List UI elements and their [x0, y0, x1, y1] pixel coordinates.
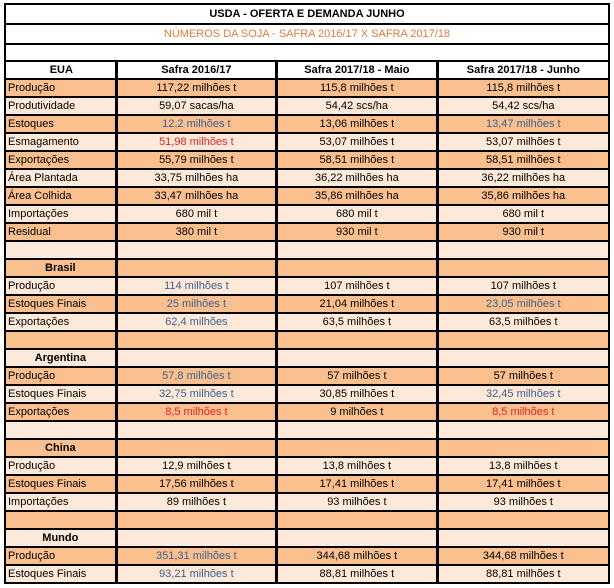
- value-cell: [278, 512, 435, 528]
- row-label: [6, 422, 115, 438]
- value-cell: 13,8 milhões t: [278, 458, 435, 474]
- value-cell: [118, 260, 275, 276]
- table-subtitle: NÚMEROS DA SOJA - SAFRA 2016/17 X SAFRA 2017/18: [6, 25, 608, 43]
- value-cell: 21,04 milhões t: [278, 296, 435, 312]
- row-label: [6, 332, 115, 348]
- value-cell: 32,75 milhões t: [118, 386, 275, 402]
- value-cell: 32,45 milhões t: [439, 386, 608, 402]
- row-label: Área Plantada: [6, 170, 115, 186]
- value-cell: [439, 350, 608, 366]
- value-cell: [278, 350, 435, 366]
- value-cell: [439, 260, 608, 276]
- table-row: [6, 188, 608, 204]
- row-label: Produção: [6, 278, 115, 294]
- value-cell: 35,86 milhões ha: [278, 188, 435, 204]
- header-safra-2017-18-maio: Safra 2017/18 - Maio: [278, 62, 435, 78]
- soy-supply-demand-table: [4, 3, 610, 584]
- value-cell: 12,2 milhões t: [118, 116, 275, 132]
- value-cell: 57 milhões t: [439, 368, 608, 384]
- header-row: [6, 62, 608, 78]
- row-label: Produtividade: [6, 98, 115, 114]
- row-label: Produção: [6, 80, 115, 96]
- value-cell: 17,41 milhões t: [278, 476, 435, 492]
- value-cell: [439, 440, 608, 456]
- value-cell: 89 milhões t: [118, 494, 275, 510]
- value-cell: 93 milhões t: [439, 494, 608, 510]
- value-cell: 53,07 milhões t: [278, 134, 435, 150]
- row-label: Estoques Finais: [6, 476, 115, 492]
- value-cell: 25 milhões t: [118, 296, 275, 312]
- value-cell: [278, 242, 435, 258]
- row-label: [6, 242, 115, 258]
- table-row: [6, 224, 608, 240]
- value-cell: 57,8 milhões t: [118, 368, 275, 384]
- value-cell: 36,22 milhões ha: [439, 170, 608, 186]
- row-label: [6, 512, 115, 528]
- value-cell: 63,5 milhões t: [278, 314, 435, 330]
- value-cell: 117,22 milhões t: [118, 80, 275, 96]
- section-row: [6, 440, 608, 456]
- value-cell: 114 milhões t: [118, 278, 275, 294]
- value-cell: [118, 422, 275, 438]
- value-cell: 88,81 milhões t: [278, 566, 435, 582]
- row-label: Exportações: [6, 314, 115, 330]
- table-row: [6, 170, 608, 186]
- empty-band: [6, 45, 608, 60]
- value-cell: 30,85 milhões t: [278, 386, 435, 402]
- row-label: Exportações: [6, 404, 115, 420]
- value-cell: 13,8 milhões t: [439, 458, 608, 474]
- value-cell: 9 milhões t: [278, 404, 435, 420]
- table-row: [6, 98, 608, 114]
- table-row: [6, 206, 608, 222]
- row-label: Produção: [6, 368, 115, 384]
- value-cell: 107 milhões t: [278, 278, 435, 294]
- value-cell: 107 milhões t: [439, 278, 608, 294]
- header-country: EUA: [6, 62, 115, 78]
- value-cell: [118, 512, 275, 528]
- value-cell: 115,8 milhões t: [278, 80, 435, 96]
- value-cell: [439, 332, 608, 348]
- value-cell: [278, 260, 435, 276]
- row-label: Exportações: [6, 152, 115, 168]
- value-cell: 13,06 milhões t: [278, 116, 435, 132]
- blank-row: [6, 332, 608, 348]
- row-label: Estoques Finais: [6, 386, 115, 402]
- value-cell: [278, 530, 435, 546]
- table-row: [6, 278, 608, 294]
- value-cell: 93 milhões t: [278, 494, 435, 510]
- value-cell: 54,42 scs/ha: [278, 98, 435, 114]
- row-label: Produção: [6, 458, 115, 474]
- value-cell: [118, 440, 275, 456]
- value-cell: 93,21 milhões t: [118, 566, 275, 582]
- value-cell: 88,81 milhões t: [439, 566, 608, 582]
- row-label: Estoques Finais: [6, 296, 115, 312]
- value-cell: 55,79 milhões t: [118, 152, 275, 168]
- value-cell: [278, 332, 435, 348]
- table-row: [6, 476, 608, 492]
- table-row: [6, 458, 608, 474]
- value-cell: 59,07 sacas/ha: [118, 98, 275, 114]
- value-cell: 51,98 milhões t: [118, 134, 275, 150]
- section-label: Mundo: [6, 530, 115, 546]
- value-cell: [278, 440, 435, 456]
- value-cell: 930 mil t: [439, 224, 608, 240]
- value-cell: 680 mil t: [118, 206, 275, 222]
- table-row: [6, 404, 608, 420]
- row-label: Produção: [6, 548, 115, 564]
- table-row: [6, 566, 608, 582]
- value-cell: 54,42 scs/ha: [439, 98, 608, 114]
- table-row: [6, 296, 608, 312]
- value-cell: [439, 512, 608, 528]
- value-cell: 380 mil t: [118, 224, 275, 240]
- value-cell: 13,47 milhões t: [439, 116, 608, 132]
- value-cell: 115,8 milhões t: [439, 80, 608, 96]
- table-row: [6, 152, 608, 168]
- value-cell: 58,51 milhões t: [439, 152, 608, 168]
- value-cell: 33,47 milhões ha: [118, 188, 275, 204]
- row-label: Importações: [6, 206, 115, 222]
- value-cell: [439, 242, 608, 258]
- table-row: [6, 314, 608, 330]
- section-label: Brasil: [6, 260, 115, 276]
- value-cell: [439, 422, 608, 438]
- value-cell: 17,41 milhões t: [439, 476, 608, 492]
- value-cell: 23,05 milhões t: [439, 296, 608, 312]
- row-label: Esmagamento: [6, 134, 115, 150]
- value-cell: 17,56 milhões t: [118, 476, 275, 492]
- value-cell: 58,51 milhões t: [278, 152, 435, 168]
- blank-row: [6, 512, 608, 528]
- row-label: Importações: [6, 494, 115, 510]
- value-cell: 351,31 milhões t: [118, 548, 275, 564]
- table-row: [6, 494, 608, 510]
- table-row: [6, 134, 608, 150]
- section-label: Argentina: [6, 350, 115, 366]
- value-cell: 680 mil t: [439, 206, 608, 222]
- value-cell: 344,68 milhões t: [439, 548, 608, 564]
- value-cell: [118, 530, 275, 546]
- value-cell: 36,22 milhões ha: [278, 170, 435, 186]
- value-cell: 35,86 milhões ha: [439, 188, 608, 204]
- table-row: [6, 548, 608, 564]
- section-row: [6, 260, 608, 276]
- value-cell: 344,68 milhões t: [278, 548, 435, 564]
- row-label: Residual: [6, 224, 115, 240]
- header-safra-2017-18-junho: Safra 2017/18 - Junho: [439, 62, 608, 78]
- value-cell: 8,5 milhões t: [439, 404, 608, 420]
- value-cell: 680 mil t: [278, 206, 435, 222]
- section-row: [6, 350, 608, 366]
- value-cell: [118, 350, 275, 366]
- table-body: [6, 80, 608, 582]
- value-cell: 12,9 milhões t: [118, 458, 275, 474]
- table-row: [6, 386, 608, 402]
- value-cell: 62,4 milhões: [118, 314, 275, 330]
- section-label: China: [6, 440, 115, 456]
- value-cell: 33,75 milhões ha: [118, 170, 275, 186]
- value-cell: 57 milhões t: [278, 368, 435, 384]
- value-cell: 63,5 milhões t: [439, 314, 608, 330]
- row-label: Estoques Finais: [6, 566, 115, 582]
- table-row: [6, 80, 608, 96]
- value-cell: 930 mil t: [278, 224, 435, 240]
- blank-row: [6, 422, 608, 438]
- table-row: [6, 368, 608, 384]
- value-cell: [439, 530, 608, 546]
- row-label: Estoques: [6, 116, 115, 132]
- blank-row: [6, 242, 608, 258]
- value-cell: [118, 242, 275, 258]
- value-cell: 53,07 milhões t: [439, 134, 608, 150]
- table-row: [6, 116, 608, 132]
- table-title: USDA - OFERTA E DEMANDA JUNHO: [6, 5, 608, 23]
- row-label: Área Colhida: [6, 188, 115, 204]
- value-cell: 8,5 milhões t: [118, 404, 275, 420]
- value-cell: [278, 422, 435, 438]
- value-cell: [118, 332, 275, 348]
- header-safra-2016-17: Safra 2016/17: [118, 62, 275, 78]
- section-row: [6, 530, 608, 546]
